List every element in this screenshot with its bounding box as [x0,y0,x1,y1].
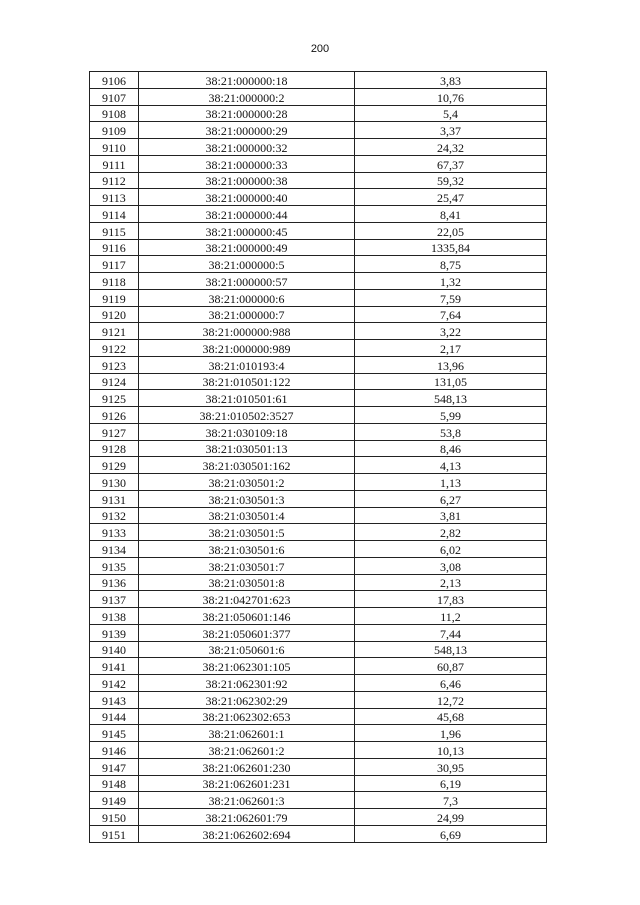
area-value-cell: 67,37 [355,155,547,172]
table-row [90,289,547,306]
row-number-cell: 9133 [90,524,139,541]
area-value-cell: 6,02 [355,541,547,558]
table-row [90,155,547,172]
cadastral-number-cell: 38:21:062302:653 [139,708,355,725]
area-value-cell: 6,69 [355,825,547,842]
table-row [90,440,547,457]
row-number-cell: 9122 [90,340,139,357]
cadastral-number-cell: 38:21:000000:7 [139,306,355,323]
cadastral-number-cell: 38:21:000000:28 [139,105,355,122]
table-row [90,457,547,474]
row-number-cell: 9114 [90,206,139,223]
cadastral-number-cell: 38:21:030109:18 [139,423,355,440]
area-value-cell: 1,32 [355,273,547,290]
cadastral-number-cell: 38:21:030501:6 [139,541,355,558]
area-value-cell: 22,05 [355,222,547,239]
cadastral-number-cell: 38:21:000000:18 [139,72,355,89]
row-number-cell: 9146 [90,742,139,759]
row-number-cell: 9113 [90,189,139,206]
table-row [90,390,547,407]
cadastral-number-cell: 38:21:010193:4 [139,356,355,373]
table-row [90,88,547,105]
cadastral-number-cell: 38:21:062301:105 [139,658,355,675]
table-row [90,574,547,591]
area-value-cell: 131,05 [355,373,547,390]
cadastral-number-cell: 38:21:050601:6 [139,641,355,658]
area-value-cell: 7,3 [355,792,547,809]
table-row [90,239,547,256]
row-number-cell: 9150 [90,809,139,826]
table-row [90,340,547,357]
cadastral-number-cell: 38:21:050601:146 [139,608,355,625]
cadastral-number-cell: 38:21:000000:33 [139,155,355,172]
area-value-cell: 11,2 [355,608,547,625]
table-row [90,658,547,675]
data-table [89,71,547,843]
row-number-cell: 9137 [90,591,139,608]
table-row [90,72,547,89]
row-number-cell: 9106 [90,72,139,89]
table-row [90,708,547,725]
table-row [90,675,547,692]
table-row [90,825,547,842]
row-number-cell: 9148 [90,775,139,792]
cadastral-number-cell: 38:21:000000:40 [139,189,355,206]
table-row [90,809,547,826]
table-row [90,306,547,323]
row-number-cell: 9149 [90,792,139,809]
table-row [90,524,547,541]
area-value-cell: 17,83 [355,591,547,608]
area-value-cell: 548,13 [355,641,547,658]
row-number-cell: 9139 [90,624,139,641]
table-row [90,105,547,122]
row-number-cell: 9130 [90,474,139,491]
area-value-cell: 59,32 [355,172,547,189]
cadastral-number-cell: 38:21:062601:1 [139,725,355,742]
cadastral-number-cell: 38:21:062601:231 [139,775,355,792]
cadastral-number-cell: 38:21:050601:377 [139,624,355,641]
cadastral-number-cell: 38:21:000000:6 [139,289,355,306]
cadastral-number-cell: 38:21:062601:3 [139,792,355,809]
cadastral-number-cell: 38:21:062301:92 [139,675,355,692]
cadastral-number-cell: 38:21:030501:13 [139,440,355,457]
table-row [90,624,547,641]
area-value-cell: 13,96 [355,356,547,373]
area-value-cell: 24,32 [355,139,547,156]
row-number-cell: 9142 [90,675,139,692]
area-value-cell: 25,47 [355,189,547,206]
cadastral-number-cell: 38:21:030501:3 [139,490,355,507]
area-value-cell: 2,82 [355,524,547,541]
row-number-cell: 9134 [90,541,139,558]
table-row [90,641,547,658]
area-value-cell: 8,46 [355,440,547,457]
cadastral-number-cell: 38:21:000000:44 [139,206,355,223]
area-value-cell: 548,13 [355,390,547,407]
row-number-cell: 9151 [90,825,139,842]
area-value-cell: 6,27 [355,490,547,507]
area-value-cell: 3,83 [355,72,547,89]
table-row [90,273,547,290]
row-number-cell: 9123 [90,356,139,373]
row-number-cell: 9129 [90,457,139,474]
area-value-cell: 12,72 [355,691,547,708]
table-row [90,775,547,792]
table-row [90,742,547,759]
table-row [90,557,547,574]
row-number-cell: 9143 [90,691,139,708]
table-row [90,139,547,156]
table-row [90,792,547,809]
cadastral-number-cell: 38:21:030501:5 [139,524,355,541]
area-value-cell: 3,22 [355,323,547,340]
row-number-cell: 9140 [90,641,139,658]
area-value-cell: 1335,84 [355,239,547,256]
row-number-cell: 9147 [90,758,139,775]
area-value-cell: 24,99 [355,809,547,826]
table-row [90,423,547,440]
cadastral-number-cell: 38:21:000000:988 [139,323,355,340]
cadastral-number-cell: 38:21:030501:8 [139,574,355,591]
row-number-cell: 9110 [90,139,139,156]
row-number-cell: 9136 [90,574,139,591]
cadastral-number-cell: 38:21:000000:49 [139,239,355,256]
row-number-cell: 9118 [90,273,139,290]
table-row [90,591,547,608]
cadastral-number-cell: 38:21:030501:4 [139,507,355,524]
row-number-cell: 9117 [90,256,139,273]
cadastral-number-cell: 38:21:062601:230 [139,758,355,775]
table-row [90,507,547,524]
table-row [90,474,547,491]
area-value-cell: 3,37 [355,122,547,139]
cadastral-number-cell: 38:21:000000:2 [139,88,355,105]
table-row [90,172,547,189]
row-number-cell: 9132 [90,507,139,524]
area-value-cell: 30,95 [355,758,547,775]
area-value-cell: 6,19 [355,775,547,792]
cadastral-number-cell: 38:21:042701:623 [139,591,355,608]
cadastral-number-cell: 38:21:010501:61 [139,390,355,407]
area-value-cell: 7,59 [355,289,547,306]
table-row [90,222,547,239]
table-row [90,323,547,340]
cadastral-number-cell: 38:21:000000:57 [139,273,355,290]
table-row [90,725,547,742]
row-number-cell: 9138 [90,608,139,625]
cadastral-number-cell: 38:21:030501:7 [139,557,355,574]
row-number-cell: 9128 [90,440,139,457]
cadastral-number-cell: 38:21:062302:29 [139,691,355,708]
row-number-cell: 9141 [90,658,139,675]
area-value-cell: 53,8 [355,423,547,440]
cadastral-number-cell: 38:21:030501:2 [139,474,355,491]
table-row [90,356,547,373]
cadastral-number-cell: 38:21:062601:2 [139,742,355,759]
area-value-cell: 2,17 [355,340,547,357]
cadastral-number-cell: 38:21:062601:79 [139,809,355,826]
table-row [90,608,547,625]
row-number-cell: 9111 [90,155,139,172]
row-number-cell: 9126 [90,407,139,424]
cadastral-number-cell: 38:21:000000:989 [139,340,355,357]
table-row [90,206,547,223]
row-number-cell: 9127 [90,423,139,440]
row-number-cell: 9115 [90,222,139,239]
table-row [90,373,547,390]
row-number-cell: 9107 [90,88,139,105]
row-number-cell: 9125 [90,390,139,407]
row-number-cell: 9135 [90,557,139,574]
cadastral-number-cell: 38:21:030501:162 [139,457,355,474]
table-row [90,407,547,424]
row-number-cell: 9144 [90,708,139,725]
area-value-cell: 3,81 [355,507,547,524]
area-value-cell: 7,44 [355,624,547,641]
area-value-cell: 7,64 [355,306,547,323]
area-value-cell: 10,76 [355,88,547,105]
row-number-cell: 9121 [90,323,139,340]
cadastral-number-cell: 38:21:062602:694 [139,825,355,842]
row-number-cell: 9108 [90,105,139,122]
area-value-cell: 1,13 [355,474,547,491]
area-value-cell: 8,75 [355,256,547,273]
area-value-cell: 1,96 [355,725,547,742]
table-row [90,122,547,139]
area-value-cell: 3,08 [355,557,547,574]
row-number-cell: 9119 [90,289,139,306]
area-value-cell: 45,68 [355,708,547,725]
area-value-cell: 6,46 [355,675,547,692]
cadastral-number-cell: 38:21:010502:3527 [139,407,355,424]
table-body [90,72,547,843]
row-number-cell: 9109 [90,122,139,139]
table-row [90,691,547,708]
row-number-cell: 9131 [90,490,139,507]
area-value-cell: 5,4 [355,105,547,122]
area-value-cell: 60,87 [355,658,547,675]
cadastral-number-cell: 38:21:000000:5 [139,256,355,273]
table-row [90,758,547,775]
page-number: 200 [310,43,330,55]
area-value-cell: 5,99 [355,407,547,424]
cadastral-number-cell: 38:21:000000:32 [139,139,355,156]
table-row [90,490,547,507]
cadastral-number-cell: 38:21:010501:122 [139,373,355,390]
row-number-cell: 9124 [90,373,139,390]
row-number-cell: 9112 [90,172,139,189]
table-row [90,189,547,206]
table-row [90,541,547,558]
cadastral-number-cell: 38:21:000000:29 [139,122,355,139]
area-value-cell: 10,13 [355,742,547,759]
row-number-cell: 9116 [90,239,139,256]
area-value-cell: 8,41 [355,206,547,223]
area-value-cell: 4,13 [355,457,547,474]
cadastral-number-cell: 38:21:000000:38 [139,172,355,189]
row-number-cell: 9120 [90,306,139,323]
cadastral-number-cell: 38:21:000000:45 [139,222,355,239]
table-row [90,256,547,273]
row-number-cell: 9145 [90,725,139,742]
area-value-cell: 2,13 [355,574,547,591]
